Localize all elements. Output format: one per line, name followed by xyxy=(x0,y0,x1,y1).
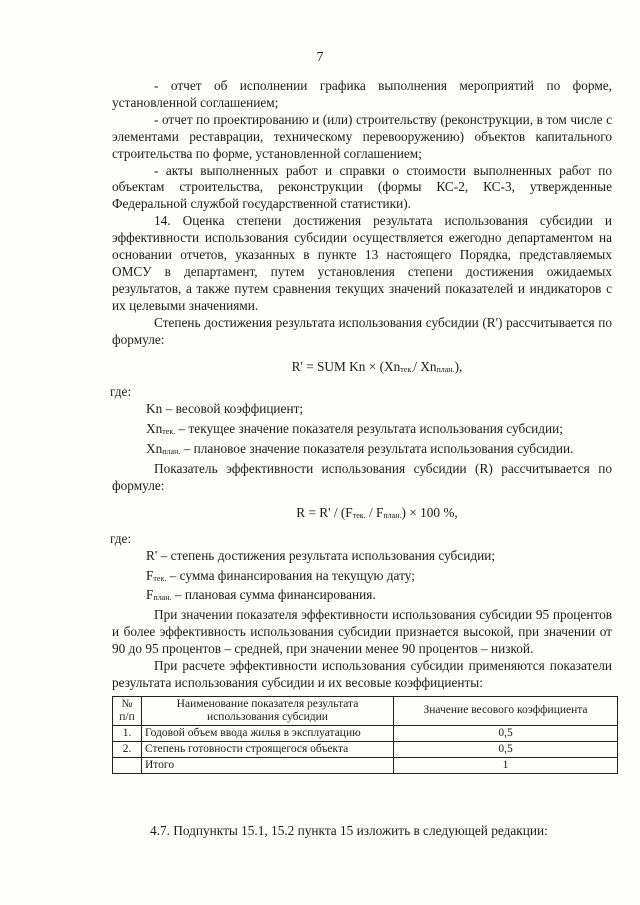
table-row-total: Итого 1 xyxy=(113,757,618,773)
table-header-row xyxy=(113,696,618,725)
paragraph-efficiency-levels: При значении показателя эффективности использования субсидии 95 процентов и более эффективность использования субсидии признается высокой, при значении от 90 до 95 процентов – средней, при значении менее 90 процентов – низкой. xyxy=(112,607,612,657)
paragraph-14: 14. Оценка степени достижения результата использования субсидии и эффективности использования субсидии осуществляется ежегодно департаментом на основании отчетов, указанных в пункте 13 настоящего Порядка, представляемых ОМСУ в департамент, путем установления степени достижения ожидаемых результатов, а также путем сравнения текущих значений показателей и индикаторов с их целевыми значениями. xyxy=(112,213,612,313)
list-item-design-report: - отчет по проектированию и (или) строительству (реконструкции, в том числе с элементами реставрации, техническому перевооружению) объектов капитального строительства по форме, установленной соглашением; xyxy=(112,111,612,161)
definitions-degree xyxy=(112,401,612,461)
table-row: 1. Годовой объем ввода жилья в эксплуатацию 0,5 xyxy=(113,725,618,741)
formula-efficiency: $R = R' / (F_{тек.} / F_{план.}) \times 100$ %, xyxy=(296,504,458,520)
definition-item: $F_{план.}$ – плановая сумма финансирования. xyxy=(146,587,376,603)
coefficients-table xyxy=(112,696,618,774)
page-number: 7 xyxy=(316,50,324,65)
col-header-number: № п/п xyxy=(113,696,142,725)
definition-item: $F_{тек.}$ – сумма финансирования на текущую дату; xyxy=(146,567,415,583)
formula-degree: R' = SUM $Kn \times (Xn_{тек.}/$ $Xn_{план.}$), xyxy=(291,358,463,374)
definitions-efficiency xyxy=(112,548,612,608)
definition-item: $Xn_{план.}$ – плановое значение показателя результата использования субсидии. xyxy=(146,441,574,457)
table-row: 2. Степень готовности строящегося объекта 0,5 xyxy=(113,741,618,757)
closing-amendment-line: 4.7. Подпункты 15.1, 15.2 пункта 15 изложить в следующей редакции: xyxy=(150,823,548,838)
list-item-schedule-report: - отчет об исполнении графика выполнения мероприятий по форме, установленной соглашением; xyxy=(112,78,612,110)
paragraph-degree-intro: Степень достижения результата использования субсидии (R') рассчитывается по формуле: xyxy=(112,314,612,347)
paragraph-efficiency-intro: Показатель эффективности использования субсидии (R) рассчитывается по формуле: xyxy=(112,461,612,493)
definition-item: $Xn_{тек.}$ – текущее значение показателя результата использования субсидии; xyxy=(146,421,563,437)
document-body xyxy=(112,78,612,774)
paragraph-table-intro: При расчете эффективности использования субсидии применяются показатели результата использования субсидии и их весовые коэффициенты: xyxy=(112,658,612,690)
where-label-2: где: xyxy=(110,530,132,546)
definition-item: Kn – весовой коэффициент; xyxy=(146,401,304,417)
list-item-acts: - акты выполненных работ и справки о стоимости выполненных работ по объектам строительства, реконструкции (формы КС-2, КС-3, утвержденные Федеральной службой государственной статистики). xyxy=(112,162,612,212)
col-header-indicator: Наименование показателя результата использования субсидии xyxy=(142,696,394,725)
where-label: где: xyxy=(110,384,132,400)
definition-item: R' – степень достижения результата использования субсидии; xyxy=(146,547,496,563)
col-header-coefficient: Значение весового коэффициента xyxy=(394,696,618,725)
